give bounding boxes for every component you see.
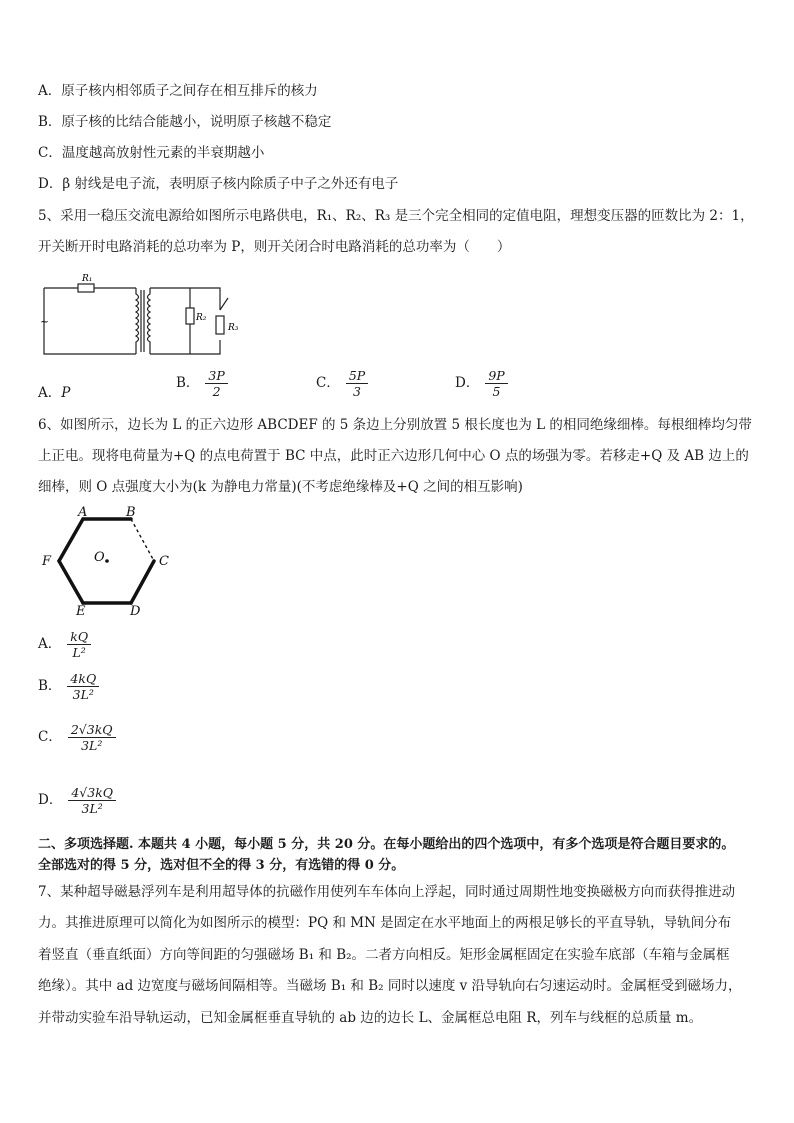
rod-ef <box>59 561 83 603</box>
label-d: D <box>130 604 141 618</box>
label-e: E <box>76 604 86 618</box>
q6-hexagon-diagram <box>38 503 183 618</box>
label-a: A <box>78 505 88 520</box>
q5-option-c: C． $\frac{5P}{3}$ <box>316 368 368 399</box>
center-point-o <box>105 559 109 563</box>
q5-circuit-diagram <box>38 270 248 360</box>
label-c: C <box>159 554 169 569</box>
section2-header-line1: 二、多项选择题. 本题共 4 小题，每小题 5 分，共 20 分。在每小题给出的四个选项中，有多个选项是符合题目要求的。 <box>38 837 735 852</box>
q5-option-d: D． $\frac{9P}{5}$ <box>455 368 508 399</box>
q5-option-b: B． $\frac{3P}{2}$ <box>176 368 228 399</box>
edge-bc-dashed <box>131 519 154 561</box>
q5-option-a: A．P <box>38 385 71 401</box>
q6-stem-line3: 细棒，则 O 点强度大小为(k 为静电力常量)(不考虑绝缘棒及+Q 之间的相互影响) <box>38 479 523 495</box>
ac-source-symbol: ~ <box>40 315 50 328</box>
q6-option-c: C． $\frac{2√3kQ}{\text{3L²}}$ <box>38 722 116 753</box>
resistor-r1 <box>78 284 94 292</box>
label-r1: R₁ <box>82 274 93 284</box>
q7-stem-line3: 着竖直（垂直纸面）方向等间距的匀强磁场 B₁ 和 B₂。二者方向相反。矩形金属框固定在实验车底部（车箱与金属框 <box>38 947 730 963</box>
q7-stem-line4: 绝缘）。其中 ad 边宽度与磁场间隔相等。当磁场 B₁ 和 B₂ 同时以速度 v 沿导轨向右匀速运动时。金属框受到磁场力， <box>38 978 742 994</box>
q6-stem-line1: 6、如图所示，边长为 L 的正六边形 ABCDEF 的 5 条边上分别放置 5 根长度也为 L 的相同绝缘细棒。每根细棒均匀带 <box>38 417 752 433</box>
q5-stem-line2: 开关断开时电路消耗的总功率为 P，则开关闭合时电路消耗的总功率为（ ） <box>38 239 511 255</box>
q7-stem-line2: 力。其推进原理可以简化为如图所示的模型：PQ 和 MN 是固定在水平地面上的两根足够长的平直导轨，导轨间分布 <box>38 915 732 931</box>
rod-cd <box>131 561 154 603</box>
label-r2: R₂ <box>196 313 207 323</box>
q6-option-a: A． $\frac{kQ}{\text{L²}}$ <box>38 629 91 660</box>
rod-fa <box>59 519 83 561</box>
resistor-r2 <box>186 308 194 324</box>
section2-header-line2: 全部选对的得 5 分，选对但不全的得 3 分，有选错的得 0 分。 <box>38 858 405 873</box>
label-b: B <box>126 505 136 520</box>
q5-stem-line1: 5、采用一稳压交流电源给如图所示电路供电，R₁、R₂、R₃ 是三个完全相同的定值电阻，理想变压器的匝数比为 2：1， <box>38 208 754 224</box>
q7-stem-line5: 并带动实验车沿导轨运动，已知金属框垂直导轨的 ab 边的边长 L、金属框总电阻 R，列车与线框的总质量 m。 <box>38 1010 703 1026</box>
q4-option-c: C．温度越高放射性元素的半衰期越小 <box>38 145 265 161</box>
q6-stem-line2: 上正电。现将电荷量为+Q 的点电荷置于 BC 中点，此时正六边形几何中心 O 点的场强为零。若移走+Q 及 AB 边上的 <box>38 448 749 464</box>
q7-stem-line1: 7、某种超导磁悬浮列车是利用超导体的抗磁作用使列车车体向上浮起，同时通过周期性地变换磁极方向而获得推进动 <box>38 884 736 900</box>
q6-option-d: D． $\frac{4√3kQ}{\text{3L²}}$ <box>38 785 116 816</box>
switch <box>220 298 228 310</box>
q4-option-d: D．β 射线是电子流，表明原子核内除质子中子之外还有电子 <box>38 176 399 192</box>
label-o: O <box>94 550 105 565</box>
q4-option-a: A．原子核内相邻质子之间存在相互排斥的核力 <box>38 83 318 99</box>
resistor-r3 <box>216 316 224 334</box>
q4-option-b: B．原子核的比结合能越小，说明原子核越不稳定 <box>38 114 332 130</box>
label-r3: R₃ <box>228 323 239 333</box>
q6-option-b: B． $\frac{4kQ}{\text{3L²}}$ <box>38 671 99 702</box>
label-f: F <box>42 554 52 569</box>
